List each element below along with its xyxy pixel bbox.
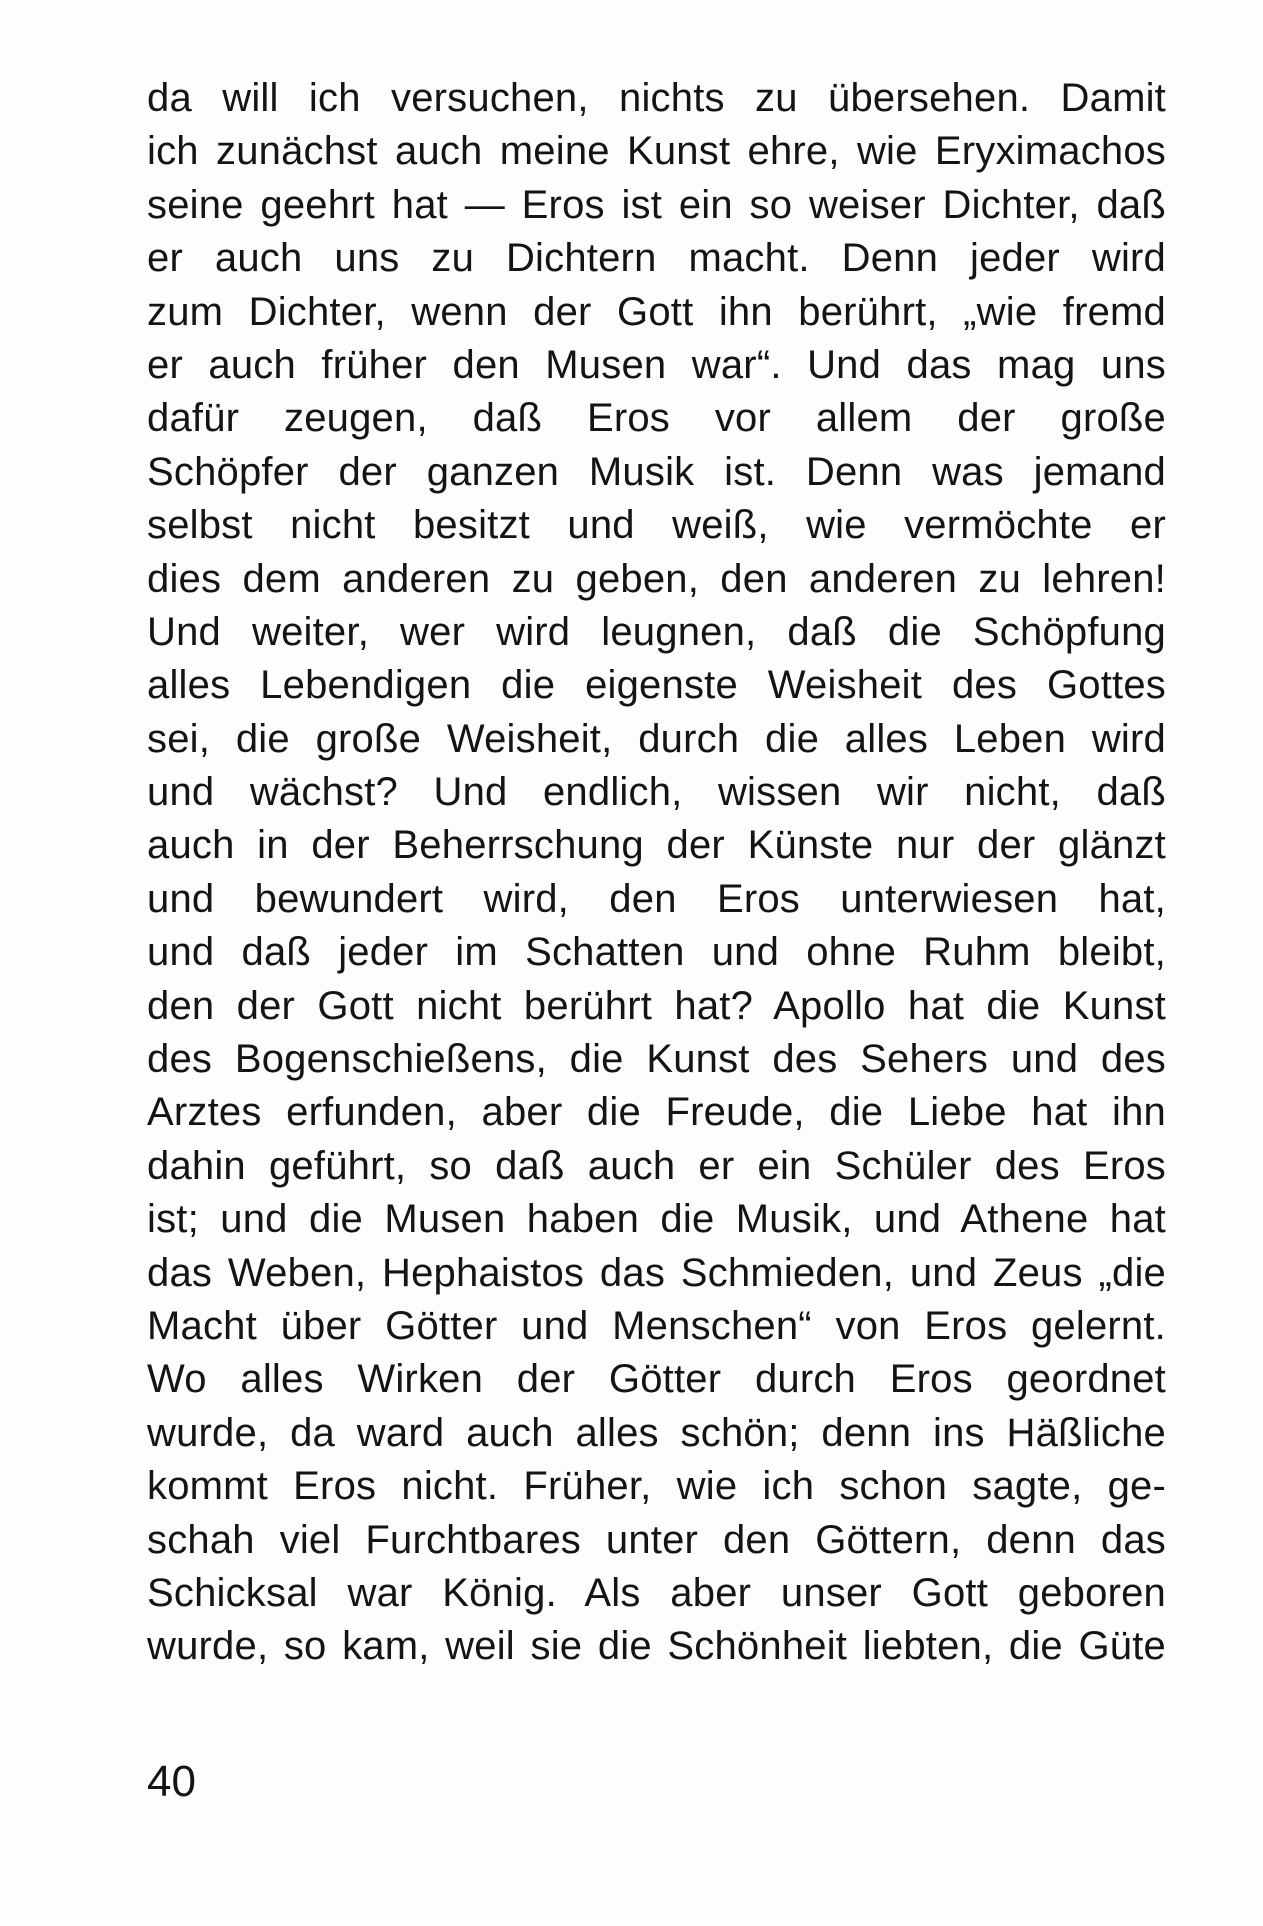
text-line: ist; und die Musen haben die Musik, und Athene hat: [147, 1197, 1166, 1242]
text-line: und daß jeder im Schatten und ohne Ruhm bleibt,: [147, 930, 1166, 975]
text-line: und bewundert wird, den Eros unterwiesen hat,: [147, 876, 1166, 921]
text-line: und wächst? Und endlich, wissen wir nicht, daß: [147, 770, 1166, 815]
text-line: dies dem anderen zu geben, den anderen zu lehren!: [147, 556, 1166, 601]
text-line: selbst nicht besitzt und weiß, wie vermöchte er: [147, 503, 1166, 548]
text-line: er auch uns zu Dichtern macht. Denn jeder wird: [147, 236, 1166, 281]
text-line: den der Gott nicht berührt hat? Apollo hat die Kunst: [147, 983, 1166, 1028]
text-line: dahin geführt, so daß auch er ein Schüler des Eros: [147, 1143, 1166, 1188]
text-line: er auch früher den Musen war“. Und das mag uns: [147, 342, 1166, 387]
text-line: Und weiter, wer wird leugnen, daß die Schöpfung: [147, 609, 1166, 654]
text-line: wurde, da ward auch alles schön; denn ins Häßliche: [147, 1410, 1166, 1455]
body-text: [147, 72, 1166, 1674]
text-line: Wo alles Wirken der Götter durch Eros geordnet: [147, 1357, 1166, 1402]
text-line: Schöpfer der ganzen Musik ist. Denn was jemand: [147, 449, 1166, 494]
text-line: seine geehrt hat — Eros ist ein so weiser Dichter, daß: [147, 182, 1166, 227]
text-line: sei, die große Weisheit, durch die alles Leben wird: [147, 716, 1166, 761]
text-line: ich zunächst auch meine Kunst ehre, wie Eryximachos: [147, 129, 1166, 174]
text-line: auch in der Beherrschung der Künste nur der glänzt: [147, 823, 1166, 868]
text-line: schah viel Furchtbares unter den Göttern, denn das: [147, 1517, 1166, 1562]
text-line: alles Lebendigen die eigenste Weisheit des Gottes: [147, 663, 1166, 708]
text-line: des Bogenschießens, die Kunst des Sehers und des: [147, 1037, 1166, 1082]
page-number: 40: [147, 1757, 196, 1806]
text-line: zum Dichter, wenn der Gott ihn berührt, „wie fremd: [147, 289, 1166, 334]
text-line: das Weben, Hephaistos das Schmieden, und Zeus „die: [147, 1250, 1166, 1295]
text-line: Schicksal war König. Als aber unser Gott geboren: [147, 1570, 1166, 1615]
text-line: Macht über Götter und Menschen“ von Eros gelernt.: [147, 1303, 1166, 1348]
text-line: dafür zeugen, daß Eros vor allem der große: [147, 396, 1166, 441]
text-line: Arztes erfunden, aber die Freude, die Liebe hat ihn: [147, 1090, 1166, 1135]
text-line: wurde, so kam, weil sie die Schönheit liebten, die Güte: [147, 1624, 1166, 1669]
text-line: kommt Eros nicht. Früher, wie ich schon sagte, ge-: [147, 1464, 1166, 1509]
text-line: da will ich versuchen, nichts zu übersehen. Damit: [147, 76, 1166, 120]
